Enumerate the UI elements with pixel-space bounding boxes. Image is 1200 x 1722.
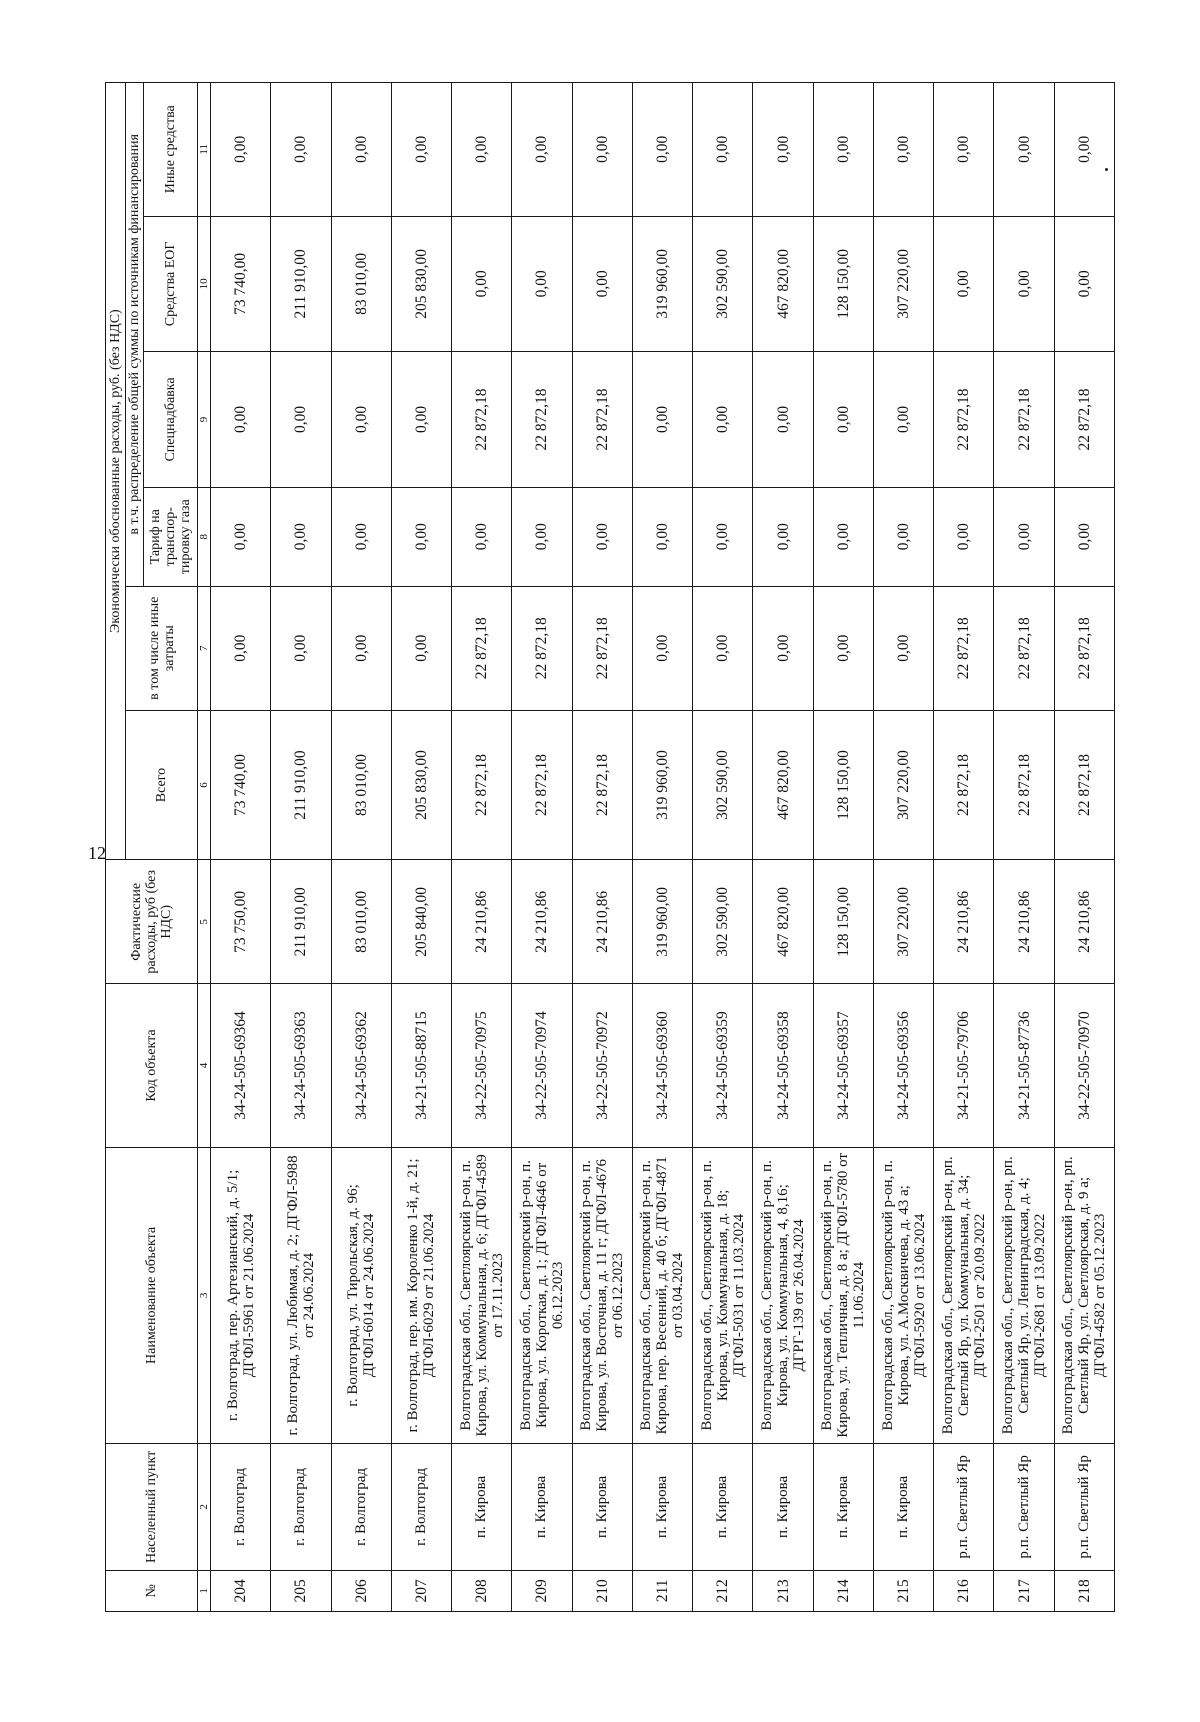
- colnum: 5: [198, 860, 211, 984]
- surcharge-cell: 0,00: [873, 352, 933, 488]
- tariff-cell: 0,00: [452, 487, 512, 586]
- actual-cost-cell: 73 750,00: [211, 860, 271, 984]
- object-name-cell: Волгоградская обл., Светлоярский р-он, п. Кирова, ул. Коммунальная, д. 18; ДГФЛ-5031 от 11.03.2024: [693, 1147, 753, 1444]
- colnum: 11: [198, 83, 211, 217]
- header-no: №: [106, 1570, 198, 1611]
- object-code-cell: 34-24-505-69356: [873, 984, 933, 1147]
- tariff-cell: 0,00: [1054, 487, 1114, 586]
- colnum: 1: [198, 1570, 211, 1611]
- total-cell: 467 820,00: [753, 710, 813, 859]
- locality-cell: г. Волгоград: [331, 1444, 391, 1570]
- object-code-cell: 34-22-505-70972: [572, 984, 632, 1147]
- object-name-cell: г. Волгоград, пер. им. Короленко 1-й, д. 21; ДГФЛ-6029 от 21.06.2024: [391, 1147, 451, 1444]
- other-funds-cell: 0,00: [813, 83, 873, 217]
- tariff-cell: 0,00: [572, 487, 632, 586]
- object-name-cell: Волгоградская обл., Светлоярский р-он, п. Кирова, пер. Весенний, д. 40 б; ДГФЛ-4871 от 03.04.2024: [632, 1147, 692, 1444]
- colnum: 8: [198, 487, 211, 586]
- other-funds-cell: 0,00: [693, 83, 753, 217]
- row-number: 208: [452, 1570, 512, 1611]
- surcharge-cell: 22 872,18: [512, 352, 572, 488]
- total-cell: 22 872,18: [572, 710, 632, 859]
- total-cell: 22 872,18: [1054, 710, 1114, 859]
- other-funds-cell: 0,00: [572, 83, 632, 217]
- header-code: Код объекта: [106, 984, 198, 1147]
- surcharge-cell: 22 872,18: [934, 352, 994, 488]
- object-name-cell: Волгоградская обл., Светлоярский р-он, рп. Светлый Яр, ул. Коммунальная, д. 34; ДГФЛ-2501 от 20.09.2022: [934, 1147, 994, 1444]
- row-number: 210: [572, 1570, 632, 1611]
- row-number: 209: [512, 1570, 572, 1611]
- total-cell: 22 872,18: [512, 710, 572, 859]
- header-incl-other: в том числе иные затраты: [126, 586, 198, 710]
- table-row: [632, 83, 692, 1612]
- other-costs-cell: 0,00: [632, 586, 692, 710]
- actual-cost-cell: 24 210,86: [934, 860, 994, 984]
- object-name-cell: г. Волгоград, ул. Тирольская, д. 96; ДГФЛ-6014 от 24.06.2024: [331, 1147, 391, 1444]
- actual-cost-cell: 128 150,00: [813, 860, 873, 984]
- tariff-cell: 0,00: [331, 487, 391, 586]
- table-row: [271, 83, 331, 1612]
- actual-cost-cell: 319 960,00: [632, 860, 692, 984]
- table-row: [873, 83, 933, 1612]
- object-code-cell: 34-24-505-69359: [693, 984, 753, 1147]
- actual-cost-cell: 302 590,00: [693, 860, 753, 984]
- object-name-cell: Волгоградская обл., Светлоярский р-он, рп. Светлый Яр, ул. Светлоярская, д. 9 а; ДГФЛ-4582 от 05.12.2023: [1054, 1147, 1114, 1444]
- surcharge-cell: 0,00: [331, 352, 391, 488]
- other-costs-cell: 0,00: [873, 586, 933, 710]
- tariff-cell: 0,00: [693, 487, 753, 586]
- locality-cell: п. Кирова: [693, 1444, 753, 1570]
- total-cell: 22 872,18: [994, 710, 1054, 859]
- header-econ-group: Экономически обоснованные расходы, руб. (без НДС): [106, 83, 126, 860]
- object-name-cell: Волгоградская обл., Светлоярский р-он, п. Кирова, ул. А.Москвичева, д. 43 а; ДГФЛ-5920 от 13.06.2024: [873, 1147, 933, 1444]
- locality-cell: р.п. Светлый Яр: [934, 1444, 994, 1570]
- tariff-cell: 0,00: [934, 487, 994, 586]
- row-number: 205: [271, 1570, 331, 1611]
- page-number: 12: [88, 843, 106, 863]
- surcharge-cell: 22 872,18: [1054, 352, 1114, 488]
- other-funds-cell: 0,00: [512, 83, 572, 217]
- locality-cell: п. Кирова: [813, 1444, 873, 1570]
- row-number: 213: [753, 1570, 813, 1611]
- locality-cell: р.п. Светлый Яр: [1054, 1444, 1114, 1570]
- surcharge-cell: 0,00: [813, 352, 873, 488]
- eog-cell: 0,00: [934, 216, 994, 352]
- other-costs-cell: 0,00: [211, 586, 271, 710]
- colnum: 9: [198, 352, 211, 488]
- other-funds-cell: 0,00: [391, 83, 451, 217]
- surcharge-cell: 0,00: [391, 352, 451, 488]
- actual-cost-cell: 467 820,00: [753, 860, 813, 984]
- surcharge-cell: 0,00: [271, 352, 331, 488]
- other-costs-cell: 22 872,18: [934, 586, 994, 710]
- colnum: 3: [198, 1147, 211, 1444]
- eog-cell: 302 590,00: [693, 216, 753, 352]
- tariff-cell: 0,00: [391, 487, 451, 586]
- actual-cost-cell: 205 840,00: [391, 860, 451, 984]
- object-code-cell: 34-22-505-70975: [452, 984, 512, 1147]
- table-row: [512, 83, 572, 1612]
- object-name-cell: Волгоградская обл., Светлоярский р-он, п. Кирова, ул. Восточная, д. 11 г; ДГФЛ-4676 от 06.12.2023: [572, 1147, 632, 1444]
- surcharge-cell: 0,00: [693, 352, 753, 488]
- object-code-cell: 34-24-505-69358: [753, 984, 813, 1147]
- eog-cell: 205 830,00: [391, 216, 451, 352]
- other-costs-cell: 0,00: [693, 586, 753, 710]
- eog-cell: 0,00: [1054, 216, 1114, 352]
- colnum: 2: [198, 1444, 211, 1570]
- locality-cell: г. Волгоград: [211, 1444, 271, 1570]
- locality-cell: п. Кирова: [452, 1444, 512, 1570]
- other-funds-cell: 0,00: [632, 83, 692, 217]
- eog-cell: 0,00: [452, 216, 512, 352]
- locality-cell: п. Кирова: [572, 1444, 632, 1570]
- object-name-cell: Волгоградская обл., Светлоярский р-он, п. Кирова, ул. Коммунальная, 4, 8,16; ДГРГ-139 от 26.04.2024: [753, 1147, 813, 1444]
- actual-cost-cell: 24 210,86: [994, 860, 1054, 984]
- surcharge-cell: 22 872,18: [452, 352, 512, 488]
- tariff-cell: 0,00: [994, 487, 1054, 586]
- other-costs-cell: 22 872,18: [1054, 586, 1114, 710]
- other-costs-cell: 22 872,18: [452, 586, 512, 710]
- header-total: Всего: [126, 710, 198, 859]
- object-code-cell: 34-21-505-88715: [391, 984, 451, 1147]
- other-funds-cell: 0,00: [934, 83, 994, 217]
- row-number: 211: [632, 1570, 692, 1611]
- locality-cell: п. Кирова: [753, 1444, 813, 1570]
- other-costs-cell: 0,00: [271, 586, 331, 710]
- row-number: 204: [211, 1570, 271, 1611]
- surcharge-cell: 0,00: [632, 352, 692, 488]
- table-row: [994, 83, 1054, 1612]
- row-number: 215: [873, 1570, 933, 1611]
- row-number: 218: [1054, 1570, 1114, 1611]
- eog-cell: 128 150,00: [813, 216, 873, 352]
- locality-cell: п. Кирова: [512, 1444, 572, 1570]
- total-cell: 307 220,00: [873, 710, 933, 859]
- table-row: [452, 83, 512, 1612]
- other-funds-cell: 0,00: [211, 83, 271, 217]
- total-cell: 211 910,00: [271, 710, 331, 859]
- header-eog: Средства ЕОГ: [144, 216, 198, 352]
- header-locality: Населенный пункт: [106, 1444, 198, 1570]
- other-funds-cell: 0,00: [1054, 83, 1114, 217]
- row-number: 216: [934, 1570, 994, 1611]
- surcharge-cell: 0,00: [211, 352, 271, 488]
- object-name-cell: Волгоградская обл., Светлоярский р-он, рп. Светлый Яр, ул. Ленинградская, д. 4; ДГФЛ-2681 от 13.09.2022: [994, 1147, 1054, 1444]
- other-costs-cell: 0,00: [391, 586, 451, 710]
- eog-cell: 73 740,00: [211, 216, 271, 352]
- tariff-cell: 0,00: [813, 487, 873, 586]
- header-tariff: Тариф на транспор-тировку газа: [144, 487, 198, 586]
- surcharge-cell: 22 872,18: [994, 352, 1054, 488]
- row-number: 217: [994, 1570, 1054, 1611]
- table-row: [391, 83, 451, 1612]
- locality-cell: п. Кирова: [873, 1444, 933, 1570]
- eog-cell: 83 010,00: [331, 216, 391, 352]
- row-number: 207: [391, 1570, 451, 1611]
- object-code-cell: 34-24-505-69364: [211, 984, 271, 1147]
- header-name: Наименование объекта: [106, 1147, 198, 1444]
- table-row: [934, 83, 994, 1612]
- object-name-cell: г. Волгоград, ул. Любимая, д. 2; ДГФЛ-5988 от 24.06.2024: [271, 1147, 331, 1444]
- tariff-cell: 0,00: [753, 487, 813, 586]
- tariff-cell: 0,00: [873, 487, 933, 586]
- header-surcharge: Спецнадбавка: [144, 352, 198, 488]
- table-row: [753, 83, 813, 1612]
- table-row: [331, 83, 391, 1612]
- other-funds-cell: 0,00: [873, 83, 933, 217]
- object-code-cell: 34-24-505-69362: [331, 984, 391, 1147]
- actual-cost-cell: 24 210,86: [1054, 860, 1114, 984]
- other-funds-cell: 0,00: [452, 83, 512, 217]
- table-row: [1054, 83, 1114, 1612]
- total-cell: 83 010,00: [331, 710, 391, 859]
- expenses-table: [105, 82, 1115, 1612]
- total-cell: 319 960,00: [632, 710, 692, 859]
- other-costs-cell: 0,00: [813, 586, 873, 710]
- actual-cost-cell: 211 910,00: [271, 860, 331, 984]
- other-costs-cell: 22 872,18: [572, 586, 632, 710]
- actual-cost-cell: 24 210,86: [452, 860, 512, 984]
- eog-cell: 319 960,00: [632, 216, 692, 352]
- column-numbers-row: [198, 83, 211, 1612]
- other-funds-cell: 0,00: [331, 83, 391, 217]
- other-funds-cell: 0,00: [753, 83, 813, 217]
- table-body: [211, 83, 1115, 1612]
- colnum: 7: [198, 586, 211, 710]
- header-other-funds: Иные средства: [144, 83, 198, 217]
- locality-cell: г. Волгоград: [271, 1444, 331, 1570]
- actual-cost-cell: 24 210,86: [512, 860, 572, 984]
- tariff-cell: 0,00: [512, 487, 572, 586]
- other-funds-cell: 0,00: [271, 83, 331, 217]
- other-funds-cell: 0,00: [994, 83, 1054, 217]
- other-costs-cell: 0,00: [753, 586, 813, 710]
- row-number: 212: [693, 1570, 753, 1611]
- object-code-cell: 34-22-505-70970: [1054, 984, 1114, 1147]
- locality-cell: р.п. Светлый Яр: [994, 1444, 1054, 1570]
- header-actual: Фактические расходы, руб (без НДС): [106, 860, 198, 984]
- table-row: [813, 83, 873, 1612]
- object-name-cell: Волгоградская обл., Светлоярский р-он, п. Кирова, ул. Тепличная, д. 8 а; ДГФЛ-5780 от 11.06.2024: [813, 1147, 873, 1444]
- total-cell: 22 872,18: [452, 710, 512, 859]
- surcharge-cell: 22 872,18: [572, 352, 632, 488]
- total-cell: 302 590,00: [693, 710, 753, 859]
- actual-cost-cell: 24 210,86: [572, 860, 632, 984]
- total-cell: 128 150,00: [813, 710, 873, 859]
- actual-cost-cell: 307 220,00: [873, 860, 933, 984]
- colnum: 6: [198, 710, 211, 859]
- eog-cell: 211 910,00: [271, 216, 331, 352]
- tariff-cell: 0,00: [271, 487, 331, 586]
- locality-cell: г. Волгоград: [391, 1444, 451, 1570]
- eog-cell: 0,00: [994, 216, 1054, 352]
- eog-cell: 0,00: [512, 216, 572, 352]
- row-number: 214: [813, 1570, 873, 1611]
- other-costs-cell: 22 872,18: [512, 586, 572, 710]
- other-costs-cell: 22 872,18: [994, 586, 1054, 710]
- eog-cell: 0,00: [572, 216, 632, 352]
- tariff-cell: 0,00: [211, 487, 271, 586]
- colnum: 10: [198, 216, 211, 352]
- header-distribution: в т.ч. распределение общей суммы по источникам финансирования: [126, 83, 144, 587]
- eog-cell: 307 220,00: [873, 216, 933, 352]
- total-cell: 205 830,00: [391, 710, 451, 859]
- colnum: 4: [198, 984, 211, 1147]
- row-number: 206: [331, 1570, 391, 1611]
- table-row: [211, 83, 271, 1612]
- table-row: [572, 83, 632, 1612]
- total-cell: 22 872,18: [934, 710, 994, 859]
- locality-cell: п. Кирова: [632, 1444, 692, 1570]
- object-name-cell: Волгоградская обл., Светлоярский р-он, п. Кирова, ул. Коммунальная, д. 6; ДГФЛ-4589 от 17.11.2023: [452, 1147, 512, 1444]
- total-cell: 73 740,00: [211, 710, 271, 859]
- object-code-cell: 34-24-505-69357: [813, 984, 873, 1147]
- object-code-cell: 34-24-505-69363: [271, 984, 331, 1147]
- object-code-cell: 34-24-505-69360: [632, 984, 692, 1147]
- object-name-cell: Волгоградская обл., Светлоярский р-он, п. Кирова, ул. Короткая, д. 1; ДГФЛ-4646 от 06.12.2023: [512, 1147, 572, 1444]
- object-code-cell: 34-22-505-70974: [512, 984, 572, 1147]
- eog-cell: 467 820,00: [753, 216, 813, 352]
- object-code-cell: 34-21-505-87736: [994, 984, 1054, 1147]
- object-code-cell: 34-21-505-79706: [934, 984, 994, 1147]
- other-costs-cell: 0,00: [331, 586, 391, 710]
- actual-cost-cell: 83 010,00: [331, 860, 391, 984]
- surcharge-cell: 0,00: [753, 352, 813, 488]
- tariff-cell: 0,00: [632, 487, 692, 586]
- object-name-cell: г. Волгоград, пер. Артезианский, д. 5/1; ДГФЛ-5961 от 21.06.2024: [211, 1147, 271, 1444]
- table-row: [693, 83, 753, 1612]
